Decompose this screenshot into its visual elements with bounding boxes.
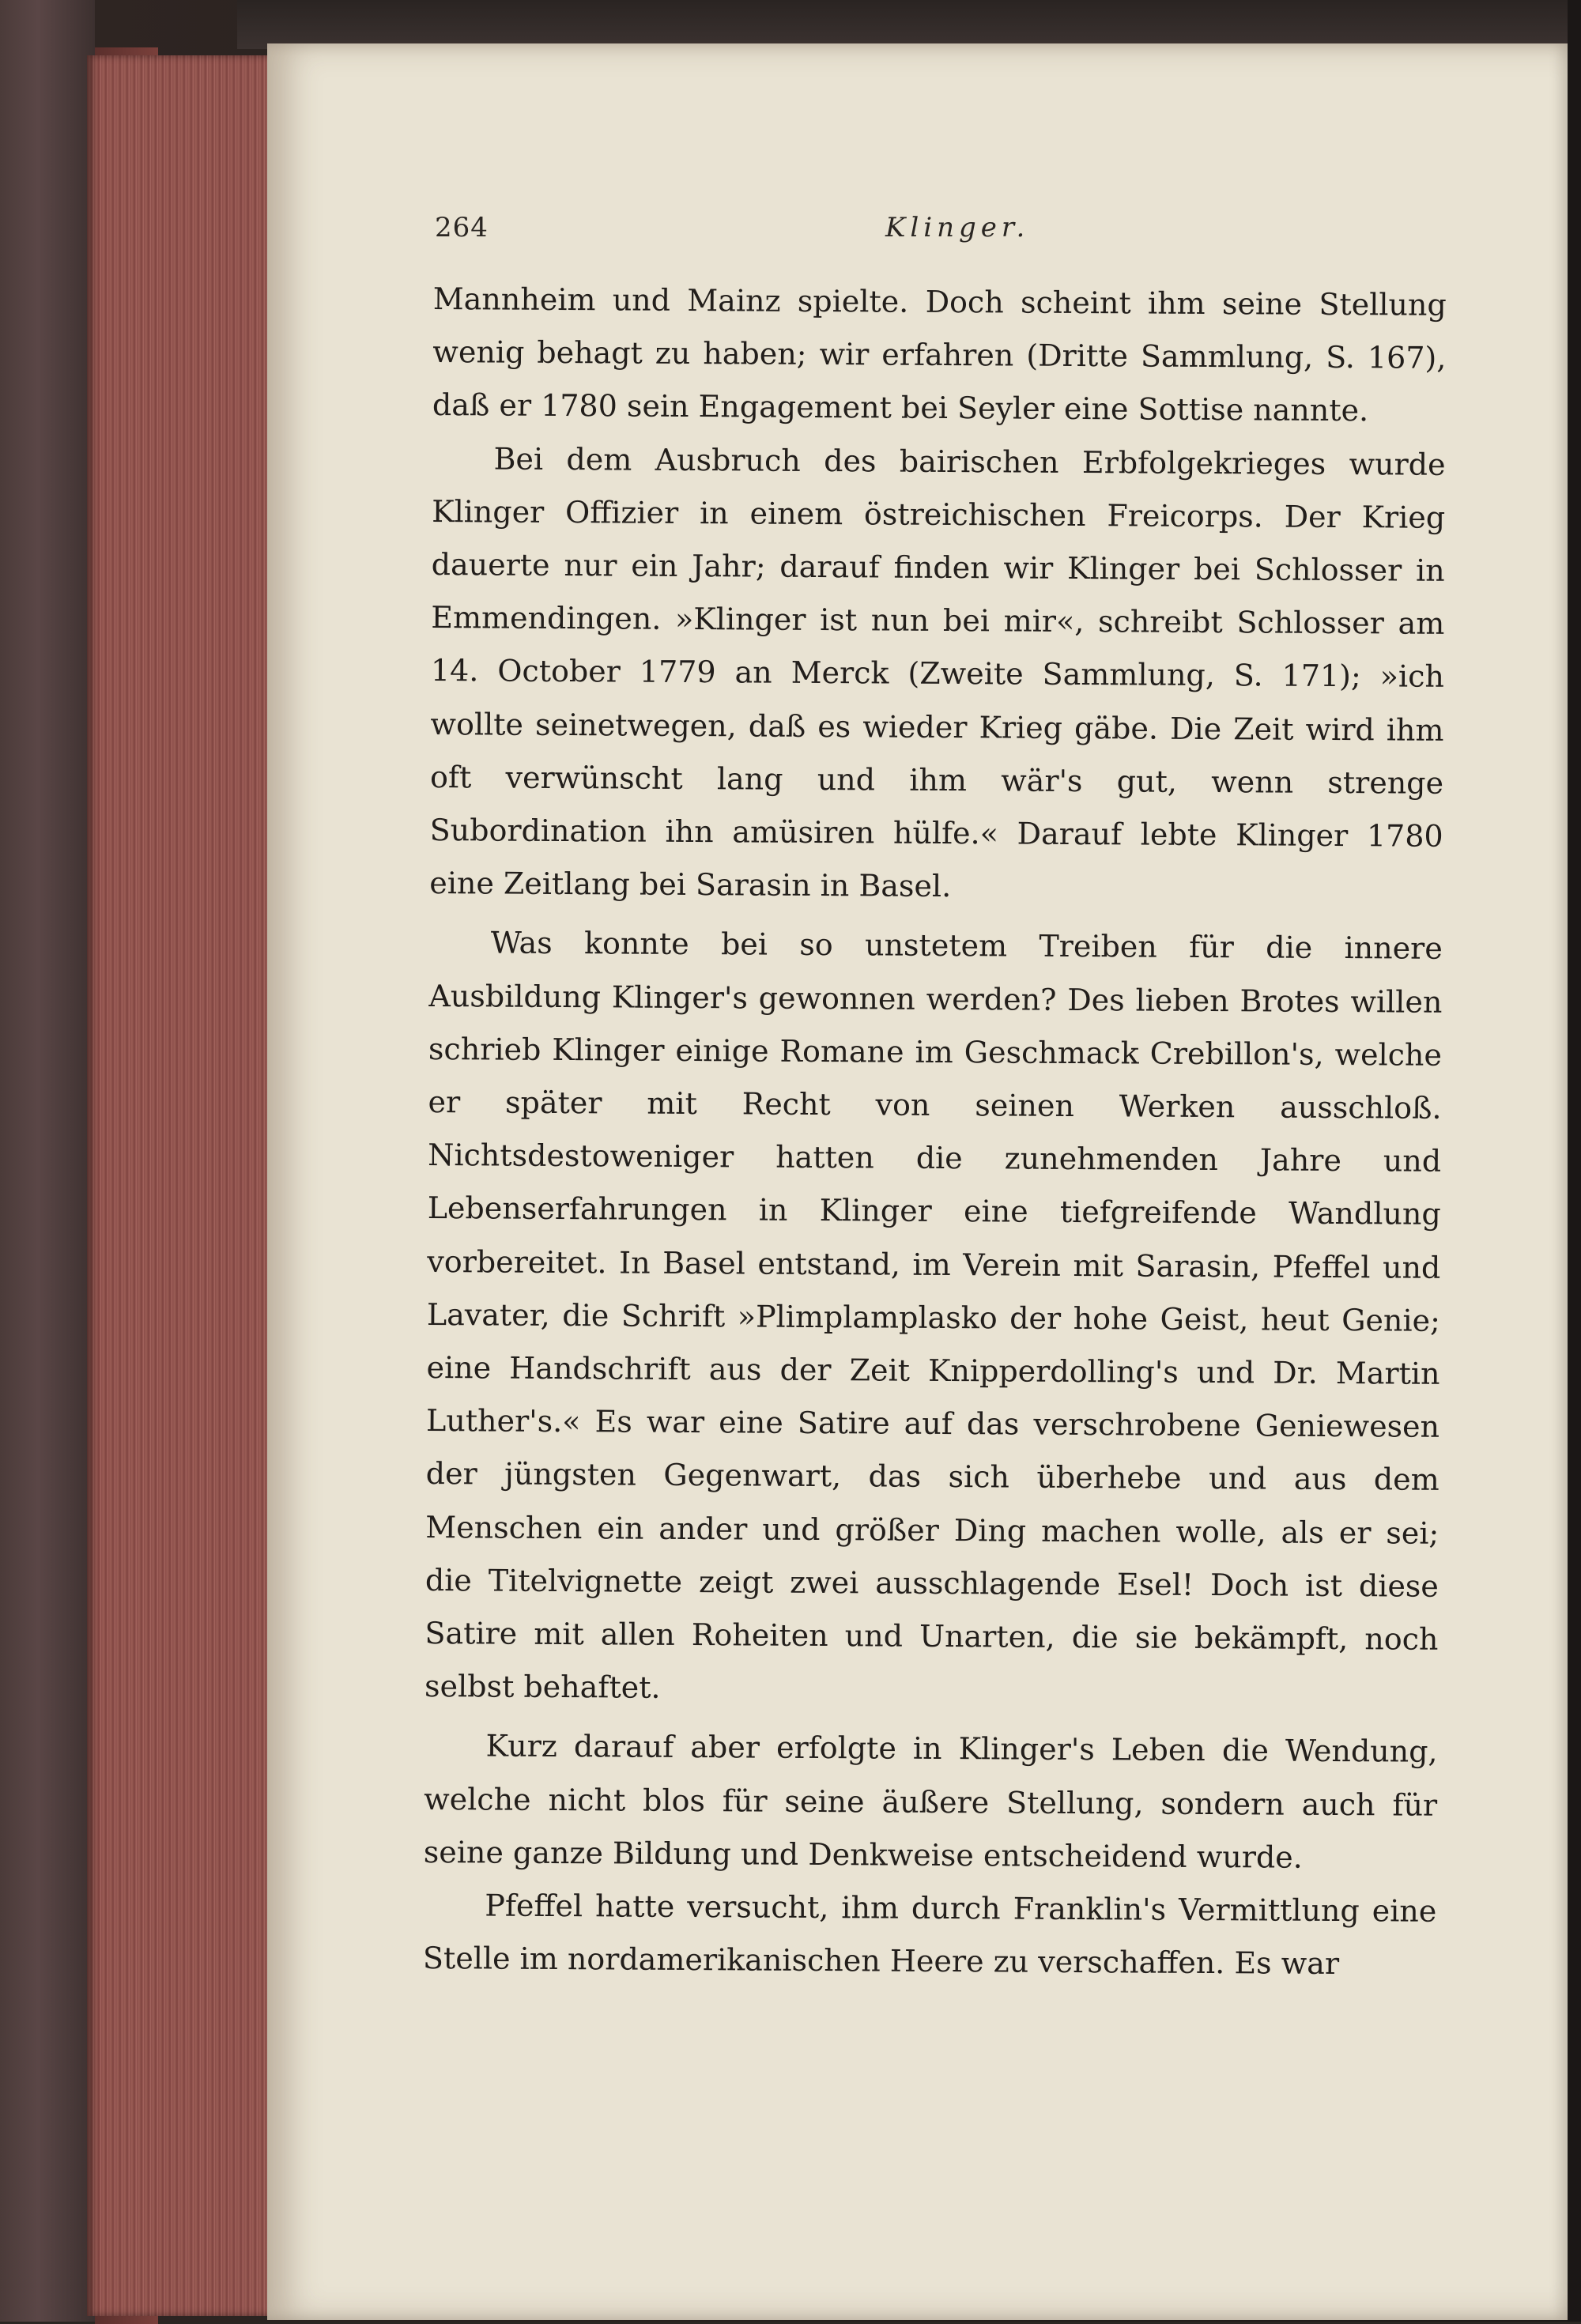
page-header	[435, 212, 1462, 259]
right-edge	[1568, 0, 1581, 2322]
paragraph: Pfeffel hatte versucht, ihm durch Franklin's Vermittlung eine Stelle im nordamerikanischen Heere zu verschaffen. Es war	[422, 1888, 1437, 1982]
paragraph: Mannheim und Mainz spielte. Doch scheint ihm seine Stellung wenig behagt zu haben; wir erfahren (Dritte Sammlung, S. 167), daß er 1780 sein Engagement bei Seyler eine Sottise nannte.	[432, 281, 1447, 428]
paragraph: Kurz darauf aber erfolgte in Klinger's Leben die Wendung, welche nicht blos für seine äußere Stellung, sondern auch für seine ganze Bildung und Denkweise entscheidend wurde.	[423, 1728, 1438, 1875]
paragraph: Was konnte bei so unstetem Treiben für die innere Ausbildung Klinger's gewonnen werden? Des lieben Brotes willen schrieb Klinger einige Romane im Geschmack Crebillon's, welche er später mit Recht von seinen Werken ausschloß. Nichtsdestoweniger hatten die zunehmenden Jahre und Lebenserfahrungen in Klinger eine tiefgreifende Wandlung vorbereitet. In Basel entstand, im Verein mit Sarasin, Pfeffel und Lavater, die Schrift »Plimplamplasko der hohe Geist, heut Genie; eine Handschrift aus der Zeit Knipperdolling's und Dr. Martin Luther's.« Es war eine Satire auf das verschrobene Geniewesen der jüngsten Gegenwart, das sich überhebe und aus dem Menschen ein ander und größer Ding machen wolle, als er sei; die Titelvignette zeigt zwei ausschlagende Esel! Doch ist diese Satire mit allen Roheiten und Unarten, die sie bekämpft, noch selbst behaftet.	[424, 925, 1443, 1706]
page-number: 264	[435, 212, 489, 243]
running-head: Klinger.	[885, 212, 1030, 243]
page-edges	[87, 55, 272, 2316]
book-cover	[0, 0, 95, 2322]
paragraph: Bei dem Ausbruch des bairischen Erbfolgekrieges wurde Klinger Offizier in einem östreichischen Freicorps. Der Krieg dauerte nur ein Jahr; darauf finden wir Klinger bei Schlosser in Emmendingen. »Klinger ist nun bei mir«, schreibt Schlosser am 14. October 1779 an Merck (Zweite Sammlung, S. 171); »ich wollte seinetwegen, daß es wieder Krieg gäbe. Die Zeit wird ihm oft verwünscht lang und ihm wär's gut, wenn strenge Subordination ihn amüsiren hülfe.« Darauf lebte Klinger 1780 eine Zeitlang bei Sarasin in Basel.	[429, 441, 1446, 904]
body-text	[423, 273, 1447, 1991]
top-edge	[237, 0, 1581, 49]
